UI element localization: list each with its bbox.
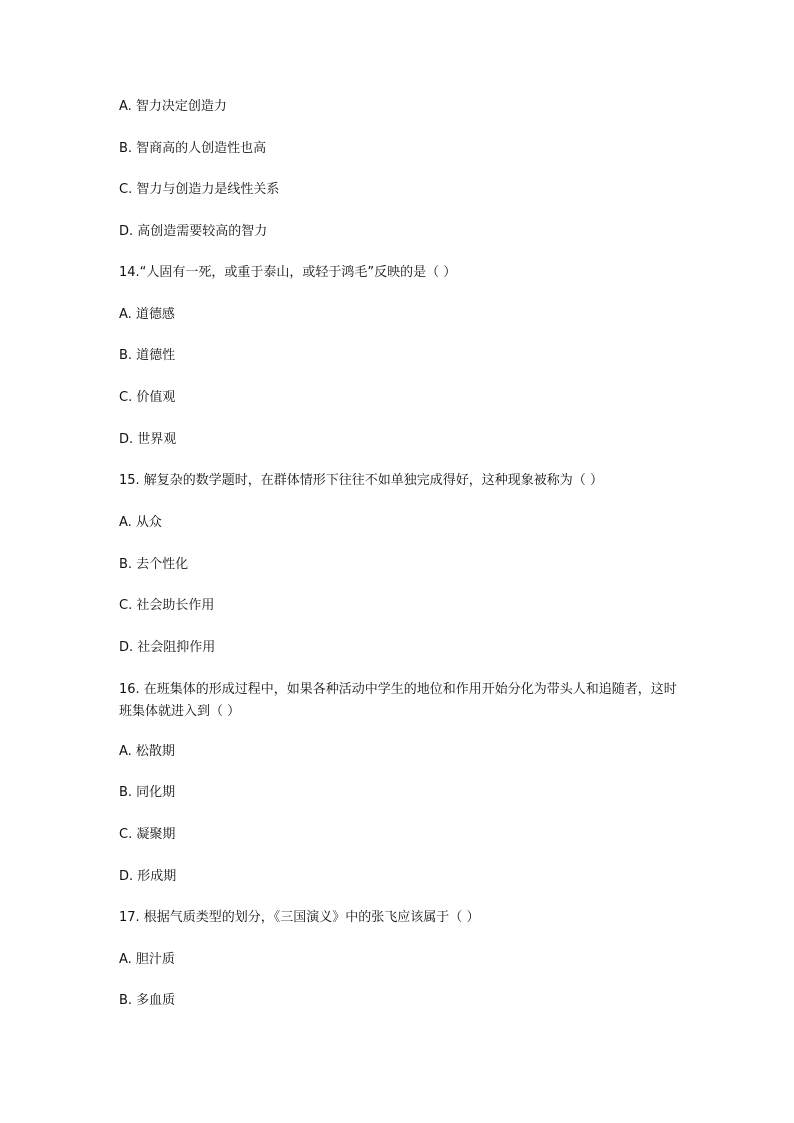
option-d-q15: D. 社会阻抑作用 (119, 640, 216, 655)
question-16: 16. 在班集体的形成过程中，如果各种活动中学生的地位和作用开始分化为带头人和追随者，这时班集体就进入到（ ） (119, 682, 677, 719)
option-a-q16: A. 松散期 (119, 744, 175, 759)
option-d-q16: D. 形成期 (119, 869, 177, 884)
option-c-q15: C. 社会助长作用 (119, 598, 215, 613)
option-c-q14: C. 价值观 (119, 390, 176, 405)
option-d-q14: D. 世界观 (119, 432, 177, 447)
option-a-q14: A. 道德感 (119, 307, 175, 322)
option-a-q17: A. 胆汁质 (119, 952, 175, 967)
question-14: 14.“人固有一死，或重于泰山，或轻于鸿毛”反映的是（ ） (119, 265, 457, 280)
option-d-q13: D. 高创造需要较高的智力 (119, 224, 268, 239)
option-a-q15: A. 从众 (119, 515, 162, 530)
question-17: 17. 根据气质类型的划分，《三国演义》中的张飞应该属于（ ） (119, 910, 480, 925)
option-b-q13: B. 智商高的人创造性也高 (119, 141, 267, 156)
option-b-q15: B. 去个性化 (119, 557, 189, 572)
question-15: 15. 解复杂的数学题时，在群体情形下往往不如单独完成得好，这种现象被称为（ ） (119, 473, 603, 488)
option-c-q13: C. 智力与创造力是线性关系 (119, 182, 280, 197)
option-b-q14: B. 道德性 (119, 348, 176, 363)
option-b-q16: B. 同化期 (119, 785, 176, 800)
option-b-q17: B. 多血质 (119, 993, 176, 1008)
option-c-q16: C. 凝聚期 (119, 827, 176, 842)
option-a-q13: A. 智力决定创造力 (119, 99, 227, 114)
